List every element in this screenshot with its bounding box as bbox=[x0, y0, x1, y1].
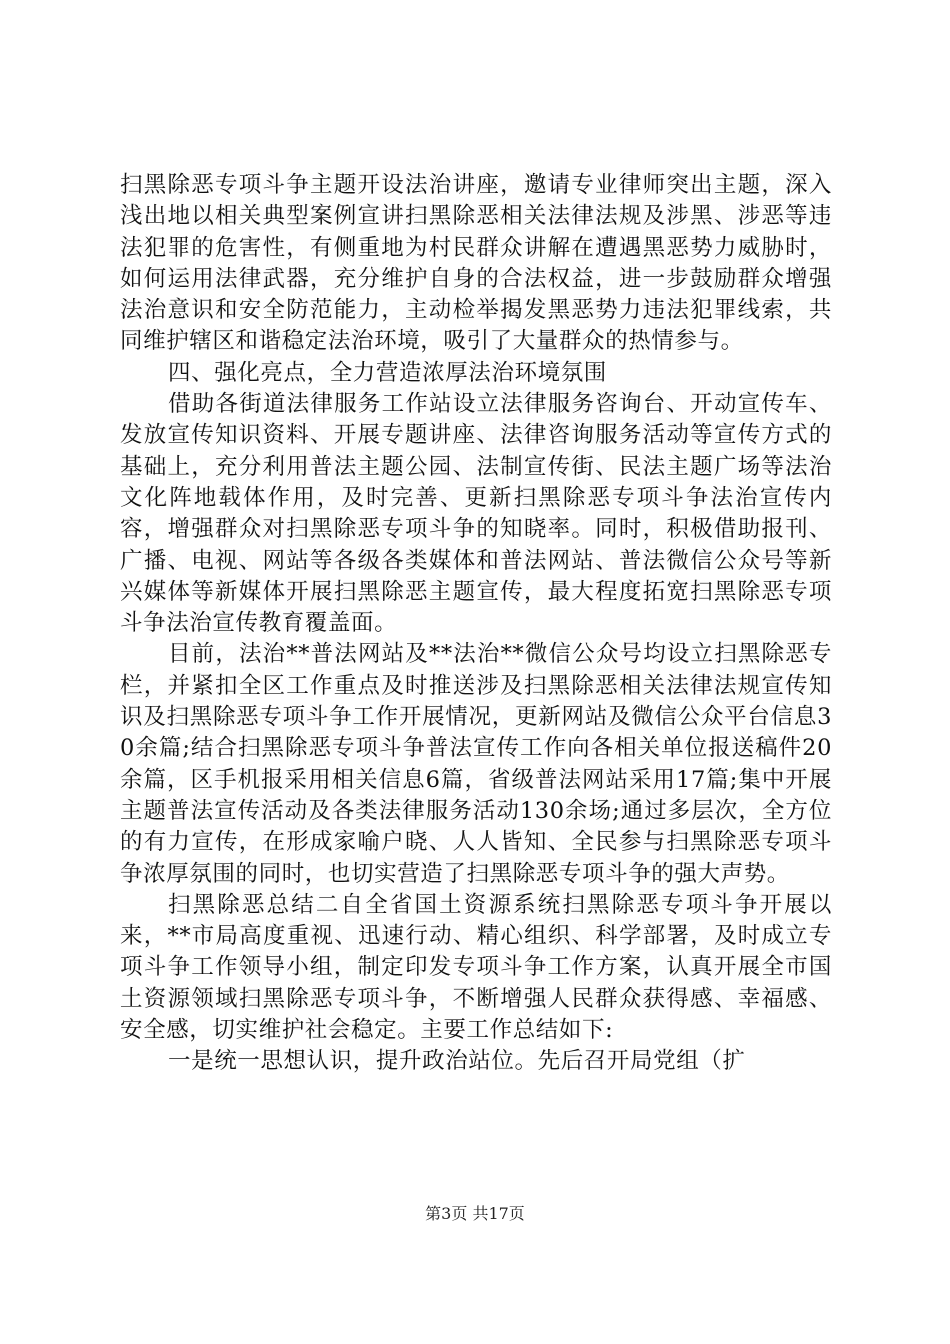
paragraph-publicity-methods: 借助各街道法律服务工作站设立法律服务咨询台、开动宣传车、发放宣传知识资料、开展专题讲座、法律咨询服务活动等宣传方式的基础上，充分利用普法主题公园、法制宣传街、民法主题广场等法治文化阵地载体作用，及时完善、更新扫黑除恶专项斗争法治宣传内容，增强群众对扫黑除恶专项斗争的知晓率。同时，积极借助报刊、广播、电视、网站等各级各类媒体和普法网站、普法微信公众号等新兴媒体等新媒体开展扫黑除恶主题宣传，最大程度拓宽扫黑除恶专项斗争法治宣传教育覆盖面。 bbox=[120, 391, 832, 637]
document-body bbox=[120, 170, 832, 1078]
page-number-footer: 第3页 共17页 bbox=[425, 1204, 525, 1223]
paragraph-legal-lecture: 扫黑除恶专项斗争主题开设法治讲座，邀请专业律师突出主题，深入浅出地以相关典型案例宣讲扫黑除恶相关法律法规及涉黑、涉恶等违法犯罪的危害性，有侧重地为村民群众讲解在遭遇黑恶势力威胁时，如何运用法律武器，充分维护自身的合法权益，进一步鼓励群众增强法治意识和安全防范能力，主动检举揭发黑恶势力违法犯罪线索，共同维护辖区和谐稳定法治环境，吸引了大量群众的热情参与。 bbox=[120, 172, 832, 355]
paragraph-point-one: 一是统一思想认识，提升政治站位。先后召开局党组（扩 bbox=[168, 1048, 746, 1075]
paragraph-summary-two: 扫黑除恶总结二自全省国土资源系统扫黑除恶专项斗争开展以来，**市局高度重视、迅速行动、精心组织、科学部署，及时成立专项斗争工作领导小组，制定印发专项斗争工作方案，认真开展全市国土资源领域扫黑除恶专项斗争，不断增强人民群众获得感、幸福感、安全感，切实维护社会稳定。主要工作总结如下: bbox=[120, 891, 832, 1044]
paragraph-current-results: 目前，法治**普法网站及**法治**微信公众号均设立扫黑除恶专栏，并紧扣全区工作重点及时推送涉及扫黑除恶相关法律法规宣传知识及扫黑除恶专项斗争工作开展情况，更新网站及微信公众平台信息30余篇;结合扫黑除恶专项斗争普法宣传工作向各相关单位报送稿件20余篇，区手机报采用相关信息6篇，省级普法网站采用17篇;集中开展主题普法宣传活动及各类法律服务活动130余场;通过多层次，全方位的有力宣传，在形成家喻户晓、人人皆知、全民参与扫黑除恶专项斗争浓厚氛围的同时，也切实营造了扫黑除恶专项斗争的强大声势。 bbox=[120, 641, 832, 887]
section-heading-four: 四、强化亮点，全力营造浓厚法治环境氛围 bbox=[168, 359, 607, 386]
